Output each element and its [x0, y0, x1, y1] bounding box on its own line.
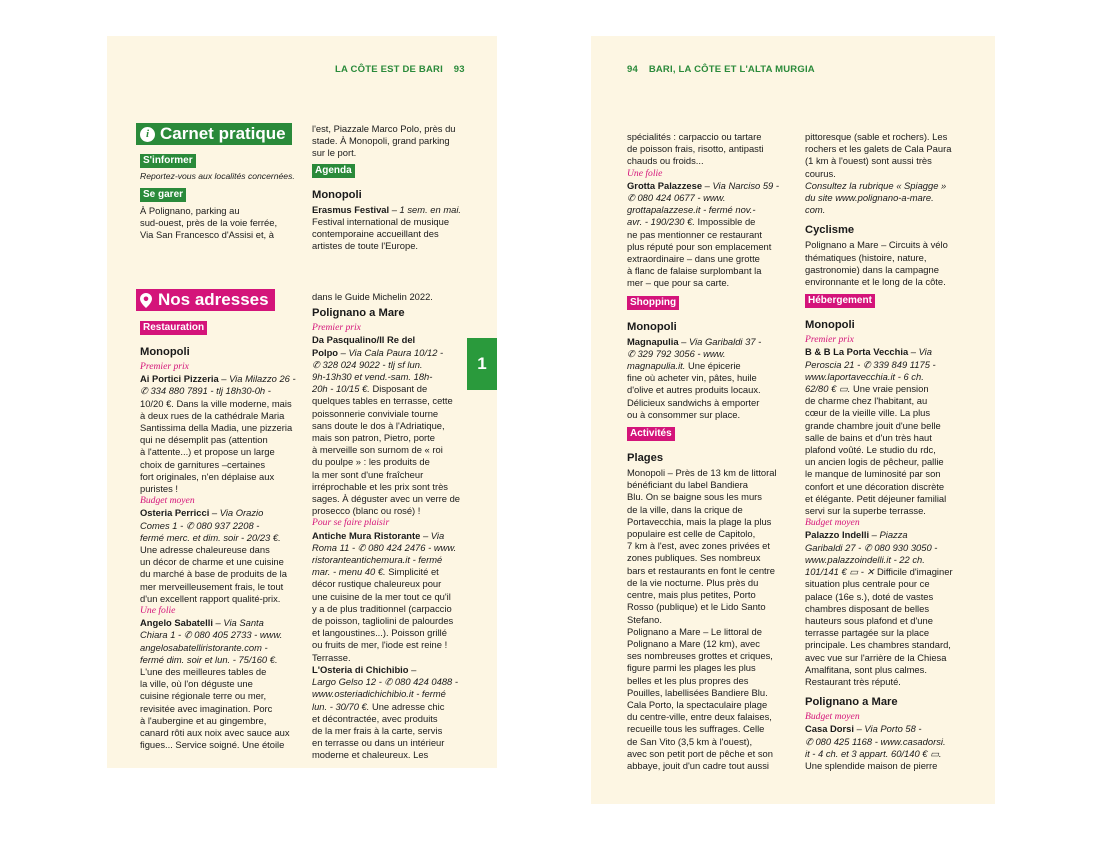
entry-address: – Via Orazio	[209, 507, 264, 519]
plages-line: ses nombreuses grottes et criques,	[627, 650, 773, 662]
entry-line: à deux rues de la cathédrale Maria	[140, 409, 285, 421]
entry-line: et langoustines...). Poisson grillé	[312, 627, 447, 639]
entry-line: 10/20 €. Dans la ville moderne, mais	[140, 397, 292, 409]
sinformer-tag: S'informer	[140, 154, 196, 168]
segarer-line: sud-ouest, près de la voie ferrée,	[140, 217, 278, 229]
entry-line: Peroscia 21 - ✆ 339 849 1175 -	[805, 358, 936, 370]
price-category: Premier prix	[805, 334, 854, 346]
plages-line: Blu. On se baigne sous les murs	[627, 491, 762, 503]
entry-line: à l'aubergine et au gingembre,	[140, 714, 267, 726]
entry-line: sages. À déguster avec un verre de	[312, 493, 461, 505]
plages-line: du centre-ville, entre deux falaises,	[627, 711, 772, 723]
right-page	[591, 36, 995, 804]
entry-line: puristes !	[140, 483, 179, 495]
entry-line: chambres disposant de belles	[805, 602, 930, 614]
entry-line: mais son patron, Pietro, porte	[312, 432, 435, 444]
cyclisme-line: gastronomie) dans la campagne	[805, 263, 939, 275]
place-heading: Monopoli	[805, 319, 855, 332]
entry-line: principale. Les chambres standard,	[805, 639, 951, 651]
entry-address: – Via	[908, 346, 932, 358]
right-column-1	[627, 131, 787, 772]
entry-line: mar. - menu 40 €.	[312, 566, 386, 578]
entry-line: de la mer frais à la carte, servis	[312, 724, 443, 736]
entry-line: d'olive et autres produits locaux.	[627, 384, 761, 396]
entry-line: Amalfitana, sont plus calmes.	[805, 663, 927, 675]
entry-line: terrasse partagée sur la place	[805, 627, 930, 639]
entry-line: quelques tables en terrasse, cette	[312, 395, 453, 407]
entry-line: plus réputé pour son emplacement	[627, 240, 772, 252]
plages-line: abbaye, jouit d'un cadre tout aussi	[627, 759, 769, 771]
plages-line: Stefano.	[627, 613, 662, 625]
entry-line: fermé merc. et dim. soir - 20/23 €.	[140, 531, 281, 543]
entry-line: ne pas mentionner ce restaurant	[627, 228, 762, 240]
restauration-column-2	[312, 291, 472, 762]
entry-line: Roma 11 - ✆ 080 424 2476 - www.	[312, 541, 457, 553]
entry-line: décor rustique chaleureux pour	[312, 578, 442, 590]
entry-line: et élégante. Petit déjeuner familial	[805, 492, 947, 504]
entry-line: en terrasse ou dans un intérieur	[312, 737, 445, 749]
entry-line: Délicieux sandwichs à emporter	[627, 396, 760, 408]
plages-line: de la ville, dans la crique de	[627, 503, 743, 515]
entry-line: 101/141 € ▭ - ✕	[805, 566, 875, 578]
entry-line: chauds ou froids...	[627, 155, 704, 167]
entry-line: grottapalazzese.it - fermé nov.-	[627, 204, 756, 216]
segarer-line: À Polignano, parking au	[140, 205, 240, 216]
parking-line: l'est, Piazzale Marco Polo, près du	[312, 123, 456, 134]
plages-line: Polignano a Mare – Le littoral de	[627, 625, 762, 637]
entry-line: ou fruits de mer, l'iode est reine !	[312, 639, 448, 651]
entry-line: mer merveilleusement frais, le tout	[140, 580, 284, 592]
running-title: LA CÔTE EST DE BARI	[335, 64, 443, 75]
entry-line: ✆ 334 880 7891 - tlj 18h30-0h -	[140, 385, 271, 397]
plages-line: bénéficiant du label Bandiera	[627, 479, 748, 491]
agenda-line: contemporaine accueillant des	[312, 228, 439, 240]
entry-address: – Via Garibaldi 37 -	[678, 335, 762, 347]
agenda-event-date: – 1 sem. en mai.	[389, 203, 462, 215]
plages-line: Polignano a Mare (12 km), avec	[627, 637, 760, 649]
plages-line: Monopoli – Près de 13 km de littoral	[627, 467, 777, 479]
entry-line: ✆ 080 424 0677 - www.	[627, 192, 726, 204]
entry-line: sans doute le dos à l'Adriatique,	[312, 419, 445, 431]
entry-line: Largo Gelso 12 - ✆ 080 424 0488 -	[312, 676, 458, 688]
entry-line: la mer sont d'une fraîcheur	[312, 468, 424, 480]
entry-line: un décor de charme et une cuisine	[140, 556, 284, 568]
cyclisme-line: thématiques (histoire, nature,	[805, 251, 927, 263]
plages-line: Rosso (publique) et le Lido Santo	[627, 601, 766, 613]
entry-name: Ai Portici Pizzeria	[140, 373, 219, 385]
entry-line: à l'attente...) et propose un large	[140, 446, 275, 458]
entry-line: irréprochable et les prix sont très	[312, 480, 448, 492]
shopping-tag: Shopping	[627, 296, 679, 310]
entry-line: du poulpe » : les produits de	[312, 456, 430, 468]
entry-line: 20h - 10/15 €.	[312, 383, 370, 395]
entry-line: ✆ 329 792 3056 - www.	[627, 347, 726, 359]
entry-line: et décontractée, avec produits	[312, 712, 438, 724]
sinformer-text: Reportez-vous aux localités concernées.	[140, 171, 295, 181]
entry-line: Une splendide maison de pierre	[805, 759, 938, 771]
agenda-event-name: Erasmus Festival	[312, 203, 390, 215]
entry-line: la ville, où l'on déguste une	[140, 678, 253, 690]
section-heading: Plages	[627, 452, 664, 465]
entry-line: Une adresse chaleureuse dans	[140, 544, 270, 556]
entry-line: Santissima della Madia, une pizzeria	[140, 422, 293, 434]
price-category: Budget moyen	[805, 711, 860, 723]
entry-line: fort originales, n'en déplaise aux	[140, 470, 275, 482]
entry-line: 9h-13h30 et vend.-sam. 18h-	[312, 371, 433, 383]
entry-name: Polpo	[312, 346, 339, 358]
entry-line: du marché à base de produits de la	[140, 568, 287, 580]
entry-line: plafond voûté. Le studio du rdc,	[805, 444, 936, 456]
left-page	[107, 36, 497, 768]
entry-line: mer – que pour sa carte.	[627, 277, 730, 289]
entry-line: rochers et les galets de Cala Paura	[805, 143, 952, 155]
entry-line: Difficile d'imaginer	[874, 566, 953, 578]
entry-line: un ancien logis de pêcheur, pallie	[805, 456, 944, 468]
entry-line: cœur de la vieille ville. La plus	[805, 407, 931, 419]
entry-line: ✆ 328 024 9022 - tlj sf lun.	[312, 358, 423, 370]
entry-line: magnapulia.it.	[627, 360, 686, 372]
entry-line: it - 4 ch. et 3 appart. 60/140 € ▭.	[805, 747, 942, 759]
entry-name: Osteria Perricci	[140, 507, 210, 519]
page-number: 94	[627, 64, 638, 75]
entry-address: –	[408, 663, 417, 675]
agenda-place: Monopoli	[312, 188, 362, 201]
entry-line: Garibaldi 27 - ✆ 080 930 3050 -	[805, 541, 938, 553]
entry-line: salle de bains et d'un très haut	[805, 431, 932, 443]
chapter-thumb-tab: 1	[467, 338, 497, 390]
section-heading: Cyclisme	[805, 224, 855, 237]
entry-line: avr. - 190/230 €.	[627, 216, 695, 228]
entry-name: L'Osteria di Chichibio	[312, 663, 409, 675]
entry-address: – Via Porto 58 -	[853, 723, 922, 735]
entry-line: figues... Service soigné. Une étoile	[140, 739, 285, 751]
plages-line: avec son petit port de pêche et son	[627, 747, 773, 759]
entry-line: Une adresse chic	[369, 700, 445, 712]
price-category: Budget moyen	[805, 517, 860, 529]
page-number: 93	[453, 64, 465, 75]
carnet-column-2	[312, 123, 472, 252]
entry-line: situation plus centrale pour ce	[805, 578, 930, 590]
plages-line: zones publiques. Ses nombreux	[627, 552, 761, 564]
price-category: Budget moyen	[140, 495, 195, 507]
entry-name: Grotta Palazzese	[627, 179, 703, 191]
entry-line: le manque de luminosité par son	[805, 468, 941, 480]
agenda-line: artistes de toute l'Europe.	[312, 240, 419, 252]
entry-line: ristoranteantichemura.it - fermé	[312, 554, 443, 566]
entry-line: Comes 1 - ✆ 080 937 2208 -	[140, 519, 260, 531]
consult-line: du site www.polignano-a-mare.	[805, 192, 934, 204]
entry-line: de charme chez l'habitant, au	[805, 395, 928, 407]
cyclisme-line: Polignano a Mare – Circuits à vélo	[805, 239, 948, 251]
entry-line: extraordinaire – dans une grotte	[627, 253, 760, 265]
entry-address: – Via Cala Paura 10/12 -	[338, 346, 444, 358]
entry-line: grande chambre jouit d'une belle	[805, 419, 941, 431]
place-heading: Polignano a Mare	[805, 696, 898, 709]
consult-line: com.	[805, 204, 826, 216]
entry-line: à merveille son surnom de « roi	[312, 444, 443, 456]
entry-line: revisitée avec imagination. Porc	[140, 702, 273, 714]
price-category: Une folie	[627, 167, 663, 179]
restauration-column-1	[140, 317, 300, 752]
parking-line: sur le port.	[312, 147, 357, 159]
cyclisme-line: environnante et le long de la côte.	[805, 276, 946, 288]
price-category: Une folie	[140, 605, 176, 617]
entry-line: fine où acheter vin, pâtes, huile	[627, 372, 757, 384]
segarer-tag: Se garer	[140, 188, 186, 202]
plages-line: populaire est celle de Capitolo,	[627, 528, 756, 540]
carnet-column-1	[140, 150, 300, 242]
entry-line: courus.	[805, 167, 836, 179]
entry-line: ou à consommer sur place.	[627, 408, 741, 420]
plages-line: bars et restaurants en font le centre	[627, 564, 775, 576]
hebergement-tag: Hébergement	[805, 294, 875, 308]
entry-line: cuisine régionale terre ou mer,	[140, 690, 267, 702]
entry-line: ✆ 080 425 1168 - www.casadorsi.	[805, 735, 946, 747]
entry-line: une cuisine de la mer tout ce qu'il	[312, 590, 451, 602]
entry-line: servi sur la superbe terrasse.	[805, 505, 926, 517]
entry-name: Magnapulia	[627, 335, 679, 347]
plages-line: centre, mais plus petites, Porto	[627, 589, 756, 601]
entry-line: (1 km à l'ouest) sont aussi très	[805, 155, 932, 167]
entry-line: de poisson frais, risotto, antipasti	[627, 143, 764, 155]
entry-line: dans le Guide Michelin 2022.	[312, 291, 433, 302]
entry-line: Restaurant très réputé.	[805, 675, 901, 687]
running-title: BARI, LA CÔTE ET L'ALTA MURGIA	[648, 64, 815, 75]
entry-line: fermé dim. soir et lun. - 75/160 €.	[140, 653, 278, 665]
plages-line: 7 km à l'est, avec zones privées et	[627, 540, 771, 552]
entry-line: spécialités : carpaccio ou tartare	[627, 131, 762, 142]
entry-line: Une vraie pension	[850, 383, 929, 395]
price-category: Premier prix	[140, 361, 189, 372]
plages-line: Portavecchia, mais la plage la plus	[627, 515, 772, 527]
plages-line: Cala Porto, la spectaculaire plage	[627, 698, 768, 710]
price-category: Premier prix	[312, 322, 361, 334]
place-heading: Monopoli	[140, 346, 190, 358]
right-column-2	[805, 131, 965, 772]
entry-line: avec vue sur l'arrière de la Chiesa	[805, 651, 947, 663]
agenda-tag: Agenda	[312, 164, 355, 178]
activites-tag: Activités	[627, 427, 675, 441]
price-category: Pour se faire plaisir	[312, 517, 390, 529]
entry-address: – Via Milazzo 26 -	[218, 373, 296, 385]
entry-line: Une épicerie	[685, 360, 741, 372]
entry-address: – Piazza	[869, 529, 908, 541]
entry-name: B & B La Porta Vecchia	[805, 346, 909, 358]
entry-line: prosecco (blanc ou rosé) !	[312, 505, 421, 517]
entry-line: Terrasse.	[312, 651, 351, 663]
entry-line: hauteurs sous plafond et d'une	[805, 614, 933, 626]
entry-line: Impossible de	[694, 216, 756, 228]
parking-line: stade. À Monopoli, grand parking	[312, 135, 450, 147]
entry-line: Chiara 1 - ✆ 080 405 2733 - www.	[140, 629, 283, 641]
entry-line: Disposant de	[369, 383, 428, 395]
plages-line: de San Vito (3,5 km à l'ouest),	[627, 735, 753, 747]
info-icon: i	[140, 127, 155, 142]
segarer-line: Via San Francesco d'Assisi et, à	[140, 229, 274, 241]
entry-line: canard rôti aux noix avec sauce aux	[140, 727, 290, 739]
carnet-pratique-heading	[136, 123, 292, 145]
entry-line: confort et une décoration discrète	[805, 480, 945, 492]
plages-line: de la vie nocturne. Plus près du	[627, 576, 759, 588]
entry-name: Palazzo Indelli	[805, 529, 870, 541]
agenda-line: Festival international de musique	[312, 215, 450, 227]
entry-name: Antiche Mura Ristorante	[312, 529, 421, 541]
entry-name: Casa Dorsi	[805, 723, 854, 735]
entry-line: qui ne désemplit pas (attention	[140, 434, 268, 446]
adresses-title: Nos adresses	[158, 290, 269, 309]
entry-name: Da Pasqualino/Il Re del	[312, 334, 416, 346]
restauration-tag: Restauration	[140, 321, 207, 335]
plages-line: Pouilles, labellisées Bandiere Blu.	[627, 686, 768, 698]
entry-line: lun. - 30/70 €.	[312, 700, 370, 712]
entry-line: choix de garnitures –certaines	[140, 458, 266, 470]
entry-address: – Via	[420, 529, 445, 541]
entry-line: www.palazzoindelli.it - 22 ch.	[805, 553, 925, 565]
entry-line: d'un excellent rapport qualité-prix.	[140, 592, 281, 604]
entry-name: Angelo Sabatelli	[140, 617, 213, 629]
entry-line: y a de plus traditionnel (carpaccio	[312, 602, 452, 614]
entry-line: Simplicité et	[385, 566, 439, 578]
nos-adresses-heading	[136, 289, 275, 311]
entry-line: palace (16e s.), doté de vastes	[805, 590, 934, 602]
entry-line: pittoresque (sable et rochers). Les	[805, 131, 948, 142]
carnet-title: Carnet pratique	[160, 124, 286, 143]
entry-line: www.laportavecchia.it - 6 ch.	[805, 370, 924, 382]
plages-line: figure parmi les plages les plus	[627, 662, 756, 674]
running-header-right	[627, 64, 815, 75]
place-heading: Monopoli	[627, 320, 677, 333]
entry-line: à flanc de falaise surplombant la	[627, 265, 762, 277]
consult-line: Consultez la rubrique « Spiagge »	[805, 179, 947, 191]
entry-address: – Via Santa	[212, 617, 264, 629]
entry-line: www.osteriadichichibio.it - fermé	[312, 688, 446, 700]
entry-line: angelosabatelliristorante.com -	[140, 641, 268, 653]
entry-line: moderne et chaleureux. Les	[312, 749, 429, 761]
running-header-left	[335, 64, 465, 75]
entry-line: poissonnerie conviviale tourne	[312, 407, 439, 419]
entry-line: de poisson, tagliolini de palourdes	[312, 615, 454, 627]
plages-line: belles et les plus propres des	[627, 674, 749, 686]
entry-address: – Via Narciso 59 -	[702, 179, 779, 191]
place-heading: Polignano a Mare	[312, 307, 405, 320]
entry-line: L'une des meilleures tables de	[140, 666, 267, 678]
entry-line: 62/80 € ▭.	[805, 383, 851, 395]
plages-line: recueille tous les suffrages. Celle	[627, 723, 765, 735]
location-pin-icon	[140, 293, 152, 308]
